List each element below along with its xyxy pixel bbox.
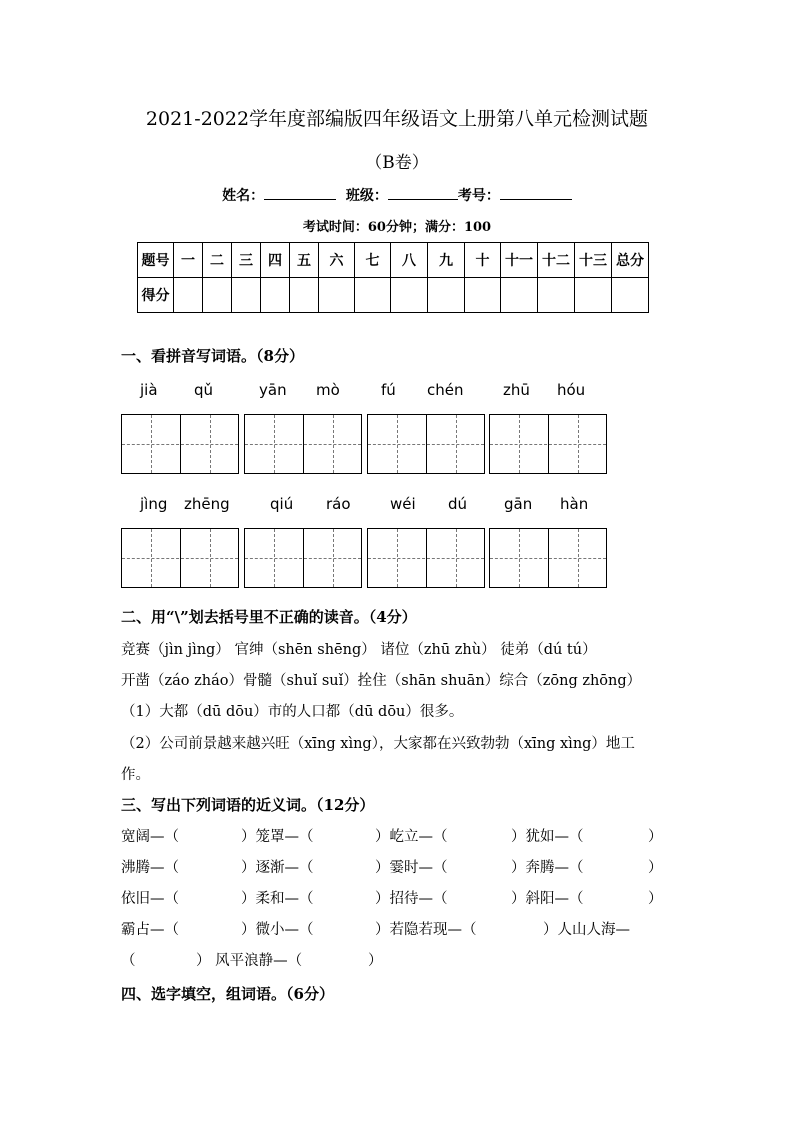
score-cell: 一 [174, 243, 203, 278]
synonym-item: ）人山人海— [543, 922, 630, 938]
writing-grid-box[interactable] [121, 528, 239, 588]
score-input-cell[interactable] [232, 278, 261, 313]
pinyin: fú [381, 381, 396, 399]
synonym-item: ） 风平浪静—（ [196, 953, 303, 969]
score-input-cell[interactable] [538, 278, 575, 313]
synonym-item: ）柔和—（ [241, 891, 314, 907]
pinyin: ráo [326, 495, 351, 513]
synonym-item: ）犹如—（ [511, 829, 584, 845]
pinyin: zhū [503, 381, 530, 399]
writing-grid-box[interactable] [489, 528, 607, 588]
synonym-item: 沸腾—（ [121, 860, 179, 876]
pinyin: hóu [557, 381, 586, 399]
name-label: 姓名： [222, 188, 265, 204]
score-cell: 十二 [538, 243, 575, 278]
synonym-item: ）奔腾—（ [511, 860, 584, 876]
synonym-item: 霸占—（ [121, 922, 179, 938]
pinyin: yān [259, 381, 287, 399]
synonym-item: ）招待—（ [375, 891, 448, 907]
synonym-item: ）笼罩—（ [241, 829, 314, 845]
synonym-item: ） [648, 829, 663, 845]
synonym-item: ）微小—（ [241, 922, 314, 938]
pinyin: gān [504, 495, 533, 513]
exam-info: 考试时间：60分钟；满分：100 [302, 220, 492, 235]
pinyin: chén [427, 381, 464, 399]
paper-version: （B卷） [365, 153, 429, 173]
synonym-item: ） [648, 860, 663, 876]
synonym-item: ）屹立—（ [375, 829, 448, 845]
pinyin: jià [140, 381, 158, 399]
score-cell: 十 [465, 243, 501, 278]
pinyin: qiú [270, 495, 294, 513]
score-input-cell[interactable] [290, 278, 319, 313]
score-input-cell[interactable] [261, 278, 290, 313]
pinyin: dú [448, 495, 468, 513]
score-cell: 六 [319, 243, 355, 278]
score-cell: 七 [355, 243, 391, 278]
section2-heading: 二、用“\”划去括号里不正确的读音。（4分） [121, 608, 417, 626]
exam-no-blank[interactable] [500, 199, 572, 200]
pinyin: zhēng [184, 495, 230, 513]
score-cell: 二 [203, 243, 232, 278]
name-blank[interactable] [264, 199, 336, 200]
question-line: 作。 [121, 767, 150, 783]
writing-grid-box[interactable] [244, 414, 362, 474]
score-cell: 三 [232, 243, 261, 278]
score-input-cell[interactable] [319, 278, 355, 313]
synonym-item: （ [121, 953, 136, 969]
class-blank[interactable] [388, 199, 458, 200]
score-input-cell[interactable] [174, 278, 203, 313]
score-input-cell[interactable] [575, 278, 612, 313]
synonym-item: ） [648, 891, 663, 907]
score-cell: 四 [261, 243, 290, 278]
student-info-line [0, 185, 794, 205]
question-line: （1）大都（dū dōu）市的人口都（dū dōu）很多。 [121, 704, 464, 720]
score-cell: 题号 [138, 243, 174, 278]
writing-grid-box[interactable] [244, 528, 362, 588]
pinyin: qǔ [194, 381, 214, 399]
score-input-cell[interactable] [355, 278, 391, 313]
synonym-item: ）若隐若现—（ [375, 922, 477, 938]
pinyin: hàn [560, 495, 589, 513]
score-cell: 十三 [575, 243, 612, 278]
score-row-label: 得分 [138, 278, 174, 313]
score-cell: 总分 [612, 243, 649, 278]
score-table-score-row [138, 278, 649, 313]
pinyin: jìng [140, 495, 168, 513]
score-cell: 十一 [501, 243, 538, 278]
pinyin: wéi [390, 495, 416, 513]
exam-no-label: 考号： [457, 188, 500, 204]
question-line: 开凿（záo zháo）骨髓（shuǐ suǐ）拴住（shān shuān）综合（zōng zhōng） [121, 673, 642, 689]
score-cell: 九 [428, 243, 465, 278]
question-line: （2）公司前景越来越兴旺（xīng xìng），大家都在兴致勃勃（xīng xìng）地工 [121, 736, 635, 752]
page-title: 2021-2022学年度部编版四年级语文上册第八单元检测试题 [145, 108, 649, 130]
score-input-cell[interactable] [391, 278, 428, 313]
score-input-cell[interactable] [501, 278, 538, 313]
section1-heading: 一、看拼音写词语。（8分） [121, 347, 304, 365]
writing-grid-box[interactable] [489, 414, 607, 474]
synonym-item: ） [368, 953, 383, 969]
score-cell: 八 [391, 243, 428, 278]
score-table-header-row [138, 243, 649, 278]
synonym-item: ）斜阳—（ [511, 891, 584, 907]
score-cell: 五 [290, 243, 319, 278]
synonym-item: ）逐渐—（ [241, 860, 314, 876]
writing-grid-box[interactable] [121, 414, 239, 474]
question-line: 竞赛（jìn jìng） 官绅（shēn shēng） 诸位（zhū zhù） 徒弟（dú tú） [121, 642, 597, 658]
score-input-cell[interactable] [203, 278, 232, 313]
synonym-item: 宽阔—（ [121, 829, 179, 845]
synonym-item: ）霎时—（ [375, 860, 448, 876]
score-input-cell[interactable] [465, 278, 501, 313]
writing-grid-box[interactable] [367, 528, 485, 588]
synonym-item: 依旧—（ [121, 891, 179, 907]
writing-grid-box[interactable] [367, 414, 485, 474]
class-label: 班级： [345, 188, 388, 204]
section4-heading: 四、选字填空，组词语。（6分） [121, 985, 334, 1003]
score-table [137, 242, 649, 313]
section3-heading: 三、写出下列词语的近义词。（12分） [121, 796, 375, 814]
score-input-cell[interactable] [612, 278, 649, 313]
score-input-cell[interactable] [428, 278, 465, 313]
pinyin: mò [316, 381, 340, 399]
